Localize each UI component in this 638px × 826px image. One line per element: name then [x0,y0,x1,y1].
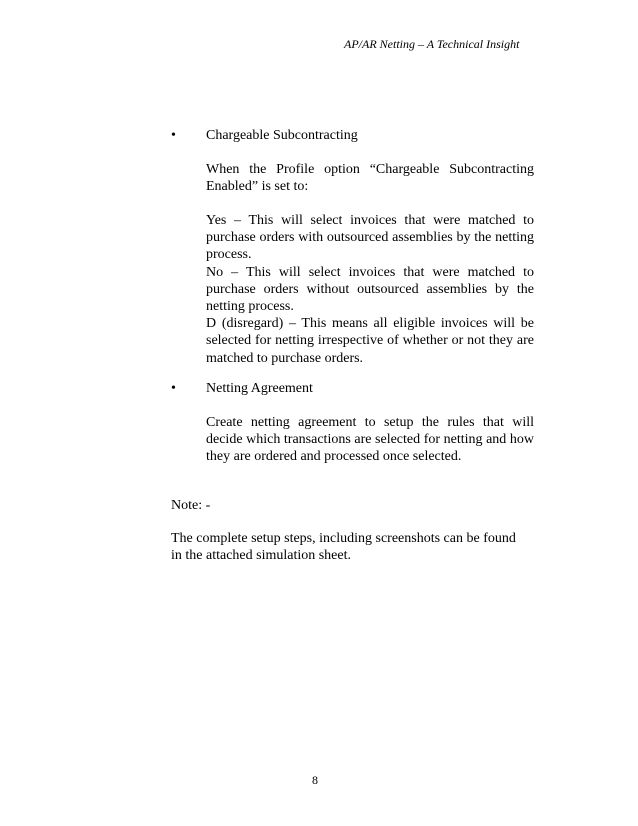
profile-option-intro-text: When the Profile option “Chargeable Subcontracting Enabled” is set to: [206,162,534,195]
note-label: Note: - [171,498,211,513]
bullet-netting-agreement: • [171,381,176,396]
netting-agreement-description [206,414,534,466]
profile-option-intro [206,161,534,195]
profile-option-values [206,212,534,367]
running-header: AP/AR Netting – A Technical Insight [344,37,520,51]
page-number: 8 [312,773,318,787]
option-yes: Yes – This will select invoices that were matched to purchase orders with outsourced assemblies by the netting process. [206,213,534,263]
bullet-chargeable-subcontracting: • [171,128,176,143]
note-text-line-1: The complete setup steps, including screenshots can be found [171,531,516,546]
heading-chargeable-subcontracting: Chargeable Subcontracting [206,128,358,143]
heading-netting-agreement: Netting Agreement [206,381,313,396]
netting-agreement-text: Create netting agreement to setup the rules that will decide which transactions are selected for netting and how they are ordered and processed once selected. [206,415,534,465]
option-disregard: D (disregard) – This means all eligible invoices will be selected for netting irrespective of whether or not they are matched to purchase orders. [206,316,534,366]
note-text-line-2: in the attached simulation sheet. [171,548,352,563]
option-no: No – This will select invoices that were matched to purchase orders without outsourced assemblies by the netting process. [206,264,534,315]
